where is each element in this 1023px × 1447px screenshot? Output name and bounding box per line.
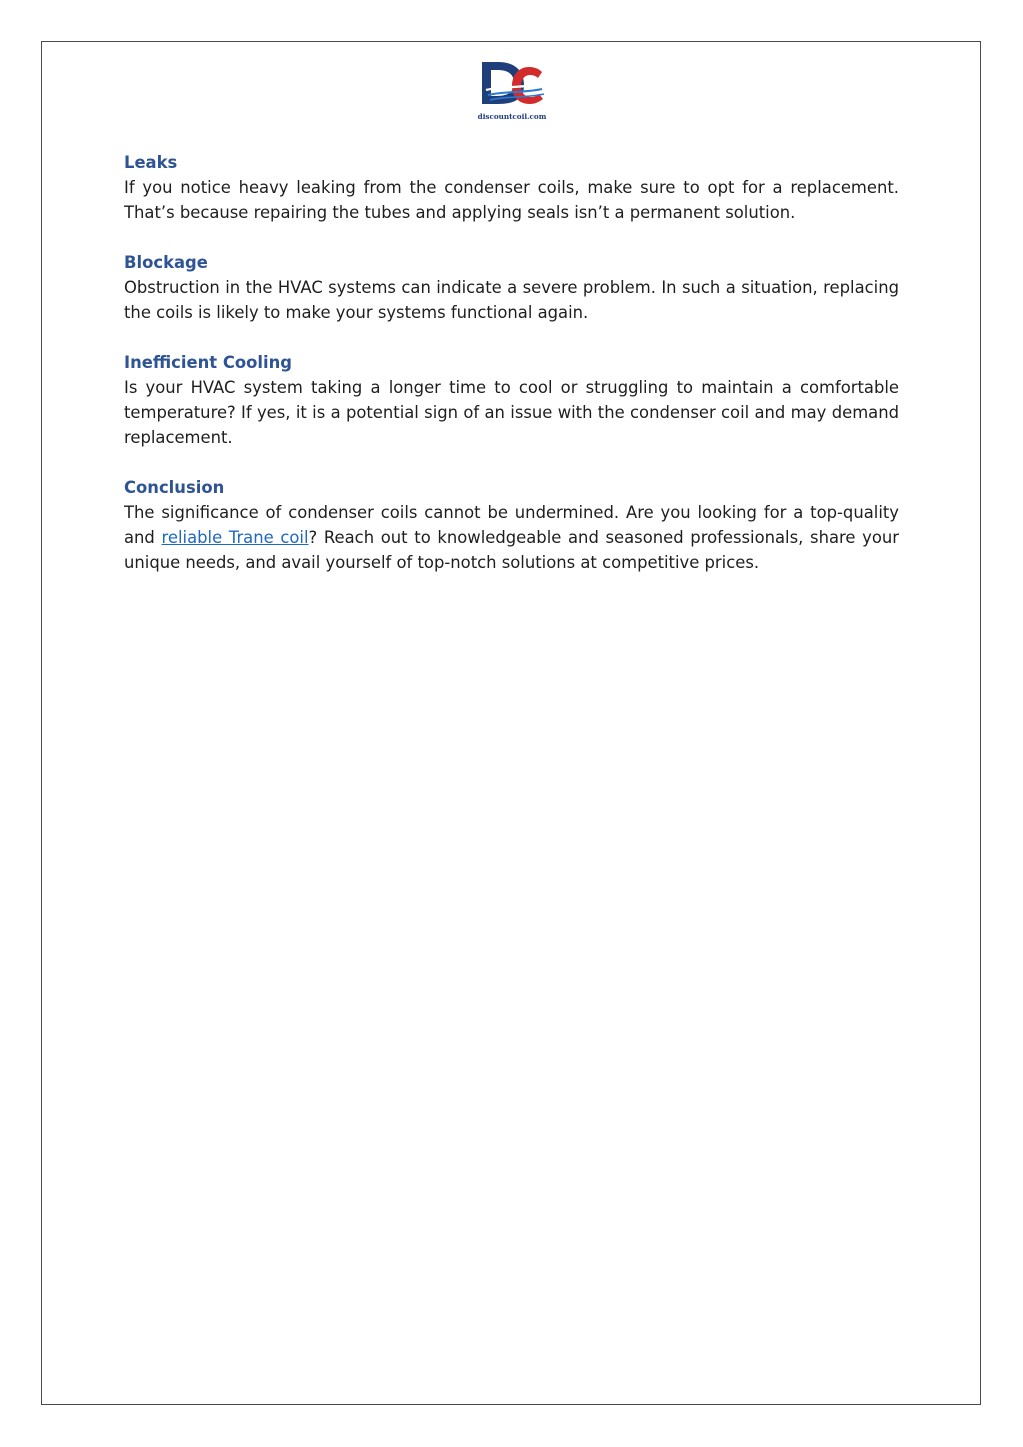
section-inefficient-cooling — [124, 350, 899, 450]
section-paragraph: Is your HVAC system taking a longer time to cool or struggling to maintain a comfortable temperature? If yes, it is a potential sign of an issue with the condenser coil and may demand replacement. — [124, 378, 899, 447]
discountcoil-logo — [472, 58, 552, 124]
section-paragraph: If you notice heavy leaking from the condenser coils, make sure to opt for a replacement. That’s because repairing the tubes and applying seals isn’t a permanent solution. — [124, 178, 899, 222]
section-heading: Blockage — [124, 253, 208, 272]
section-conclusion — [124, 475, 899, 575]
document-body — [124, 150, 899, 600]
section-heading: Conclusion — [124, 478, 225, 497]
logo-caption: discountcoil.com — [477, 112, 547, 121]
section-blockage — [124, 250, 899, 325]
paragraph-text-after-link: ? Reach out to knowledgeable and seasoned professionals, share your unique needs, and avail yourself of top-notch solutions at competitive prices. — [124, 528, 899, 572]
section-heading: Leaks — [124, 153, 178, 172]
logo-graphic — [472, 58, 552, 124]
section-paragraph: Obstruction in the HVAC systems can indicate a severe problem. In such a situation, replacing the coils is likely to make your systems functional again. — [124, 278, 899, 322]
reliable-trane-coil-link[interactable]: reliable Trane coil — [161, 528, 309, 547]
section-heading: Inefficient Cooling — [124, 353, 293, 372]
section-leaks — [124, 150, 899, 225]
paragraph-text-before-link: The significance of condenser coils cannot be undermined. Are you looking for a top-quality and — [124, 503, 899, 547]
section-paragraph — [124, 500, 899, 575]
